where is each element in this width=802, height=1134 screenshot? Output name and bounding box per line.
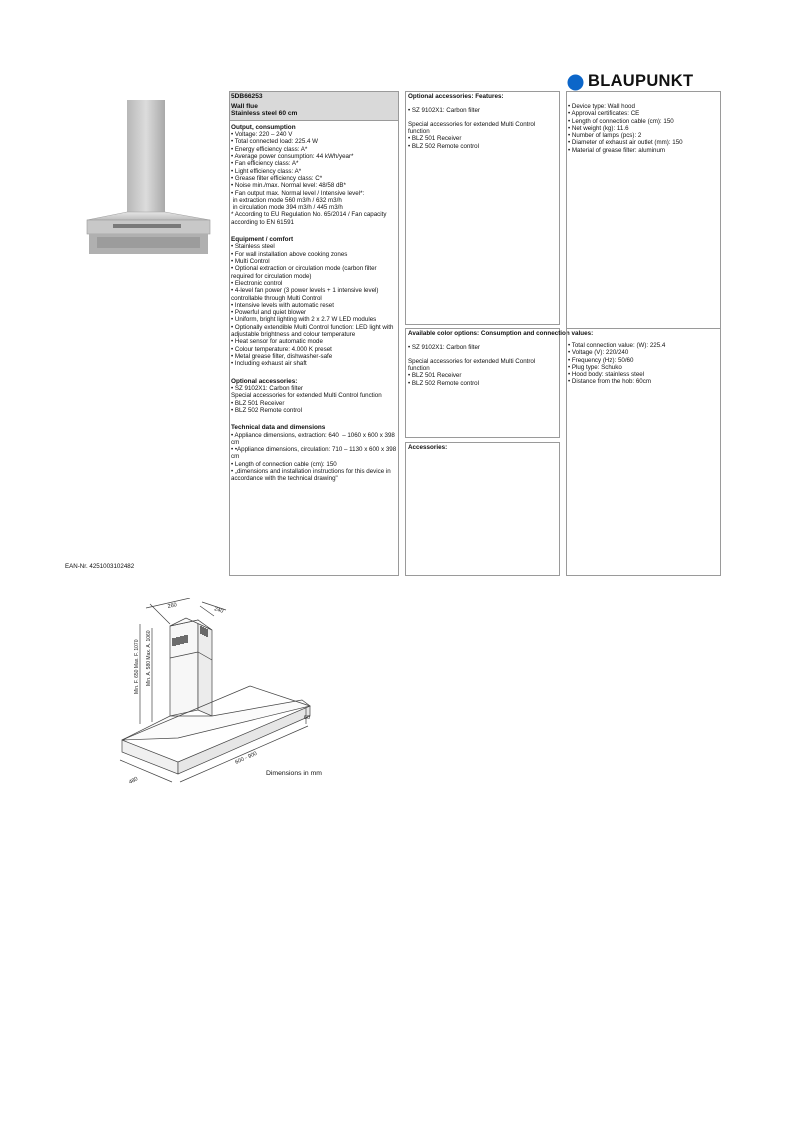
section-title: Technical data and dimensions xyxy=(231,424,326,432)
feature-line: • BLZ 502 Remote control xyxy=(408,142,479,150)
feature-line: Special accessories for extended Multi Control function xyxy=(408,120,537,136)
specs-divider xyxy=(567,328,720,329)
spec-line: • Uniform, bright lighting with 2 x 2.7 W LED modules xyxy=(231,316,377,324)
spec-line: • „dimensions and installation instructions for this device in accordance with the technical drawing" xyxy=(231,467,393,483)
spec-line: • Optional extraction or circulation mode (carbon filter required for circulation mode) xyxy=(231,265,379,280)
spec-line: • Diameter of exhaust air outlet (mm): 150 xyxy=(568,139,683,147)
spec-line: • Total connection value: (W): 225.4 xyxy=(568,342,666,349)
spec-line: • Approval certificates: CE xyxy=(568,110,640,118)
spec-line: • Light efficiency class: A* xyxy=(231,167,302,175)
spec-line: • Fan efficiency class: A* xyxy=(231,160,299,168)
spec-line: • Including exhaust air shaft xyxy=(231,360,307,368)
accessories-box xyxy=(405,442,560,576)
dimension-240: 240 xyxy=(213,606,224,615)
spec-line: • Distance from the hob: 60cm xyxy=(568,378,651,386)
spec-line: • Appliance dimensions, extraction: 640 – 1060 x 600 x 398 cm xyxy=(231,431,397,446)
brand-name: BLAUPUNKT xyxy=(588,72,694,90)
spec-line: • Heat sensor for automatic mode xyxy=(231,338,323,346)
spec-line: • Device type: Wall hood xyxy=(568,103,635,110)
features-box xyxy=(405,91,560,325)
spec-line: • Voltage (V): 220/240 xyxy=(568,349,629,357)
spec-line: in circulation mode 394 m3/h / 445 m3/h xyxy=(231,204,343,212)
range-hood-photo xyxy=(85,96,225,256)
brand-logo-icon xyxy=(567,74,584,91)
dimension-260: 260 xyxy=(167,602,178,610)
brand-logo xyxy=(567,71,717,93)
dimension-width: 600 - 900 xyxy=(234,750,259,766)
spec-line: • Optionally extendible Multi Control function: LED light with adjustable brightness and colour temperature xyxy=(231,323,396,339)
spec-line: • Voltage: 220 – 240 V xyxy=(231,131,293,139)
section-title: Optional accessories: xyxy=(231,377,298,385)
color-options-box xyxy=(405,328,594,438)
spec-line: • Number of lamps (pcs): 2 xyxy=(568,132,642,140)
hood-dimension-drawing xyxy=(110,598,340,798)
spec-line: • 4-level fan power (3 power levels + 1 intensive level) controllable through Multi Control xyxy=(231,287,381,302)
spec-line: • Length of connection cable (cm): 150 xyxy=(231,460,337,468)
color-option-line: • BLZ 502 Remote control xyxy=(408,379,479,387)
dimension-min-max-f: Min. F. 650 Max. F. 1070 xyxy=(134,639,140,694)
product-model: 5DB66253 xyxy=(231,93,263,100)
product-image xyxy=(85,96,225,256)
spec-line: * According to EU Regulation No. 65/2014 / Fan capacity according to EN 61591 xyxy=(231,211,389,226)
dimension-60: 60 xyxy=(304,715,311,721)
product-details xyxy=(230,121,398,483)
technical-drawing xyxy=(110,598,340,798)
drawing-caption: Dimensions in mm xyxy=(266,770,322,777)
spec-line: in extraction mode 560 m3/h / 632 m3/h xyxy=(231,196,342,204)
spec-line: Special accessories for extended Multi Control function xyxy=(231,392,382,400)
spec-line: • Material of grease filter: aluminum xyxy=(568,146,666,154)
spec-line: • Fan output max. Normal level / Intensive level*: xyxy=(231,189,365,197)
spec-line: • Colour temperature: 4.000 K preset xyxy=(231,345,332,353)
product-description-column xyxy=(229,91,399,576)
section-title: Equipment / comfort xyxy=(231,236,294,244)
spec-line: • Frequency (Hz): 50/60 xyxy=(568,356,634,364)
spec-line: • For wall installation above cooking zones xyxy=(231,250,348,258)
spec-line: • Powerful and quiet blower xyxy=(231,309,307,317)
spec-line: • Electronic control xyxy=(231,279,283,287)
spec-line: • Stainless steel xyxy=(231,243,275,251)
color-option-line: • SZ 9102X1: Carbon filter xyxy=(408,343,480,351)
spec-line: • •Appliance dimensions, circulation: 710 – 1130 x 600 x 398 cm xyxy=(231,446,398,461)
spec-line: • Grease filter efficiency class: C* xyxy=(231,174,323,182)
product-header xyxy=(230,92,398,121)
spec-line: • Noise min./max. Normal level: 48/58 dB* xyxy=(231,182,346,190)
spec-line: • Length of connection cable (cm): 150 xyxy=(568,117,674,125)
spec-line: • Multi Control xyxy=(231,258,270,266)
dimension-min-max-a: Min. A. 580 Max. A. 1060 xyxy=(146,630,152,686)
ean-number: EAN-Nr. 4251003102482 xyxy=(65,563,135,570)
spec-line: • BLZ 501 Receiver xyxy=(231,399,285,407)
product-type: Wall flue xyxy=(231,102,258,110)
spec-line: • Average power consumption: 44 kWh/year* xyxy=(231,153,354,161)
feature-line: • BLZ 501 Receiver xyxy=(408,135,462,143)
spec-line: • Plug type: Schuko xyxy=(568,363,622,371)
spec-line: • Energy efficiency class: A* xyxy=(231,145,308,153)
dimension-depth: 480 xyxy=(128,776,140,786)
spec-line: • Total connected load: 225.4 W xyxy=(231,138,319,146)
spec-line: • Metal grease filter, dishwasher-safe xyxy=(231,352,333,360)
spec-line: • Hood body: stainless steel xyxy=(568,371,645,379)
color-option-line: Special accessories for extended Multi Control function xyxy=(408,357,537,373)
product-finish: Stainless steel 60 cm xyxy=(231,110,298,118)
specs-column xyxy=(566,91,721,576)
color-options-title: Available color options: Consumption and connection values: xyxy=(408,330,594,337)
spec-line: • BLZ 502 Remote control xyxy=(231,406,302,414)
features-title: Optional accessories: Features: xyxy=(408,93,504,100)
accessories-title: Accessories: xyxy=(408,444,448,451)
color-option-line: • BLZ 501 Receiver xyxy=(408,372,462,380)
feature-line: • SZ 9102X1: Carbon filter xyxy=(408,106,480,114)
spec-line: • Net weight (kg): 11.6 xyxy=(568,124,629,132)
section-title: Output, consumption xyxy=(231,123,296,131)
spec-line: • Intensive levels with automatic reset xyxy=(231,301,334,309)
spec-line: • SZ 9102X1: Carbon filter xyxy=(231,384,303,392)
